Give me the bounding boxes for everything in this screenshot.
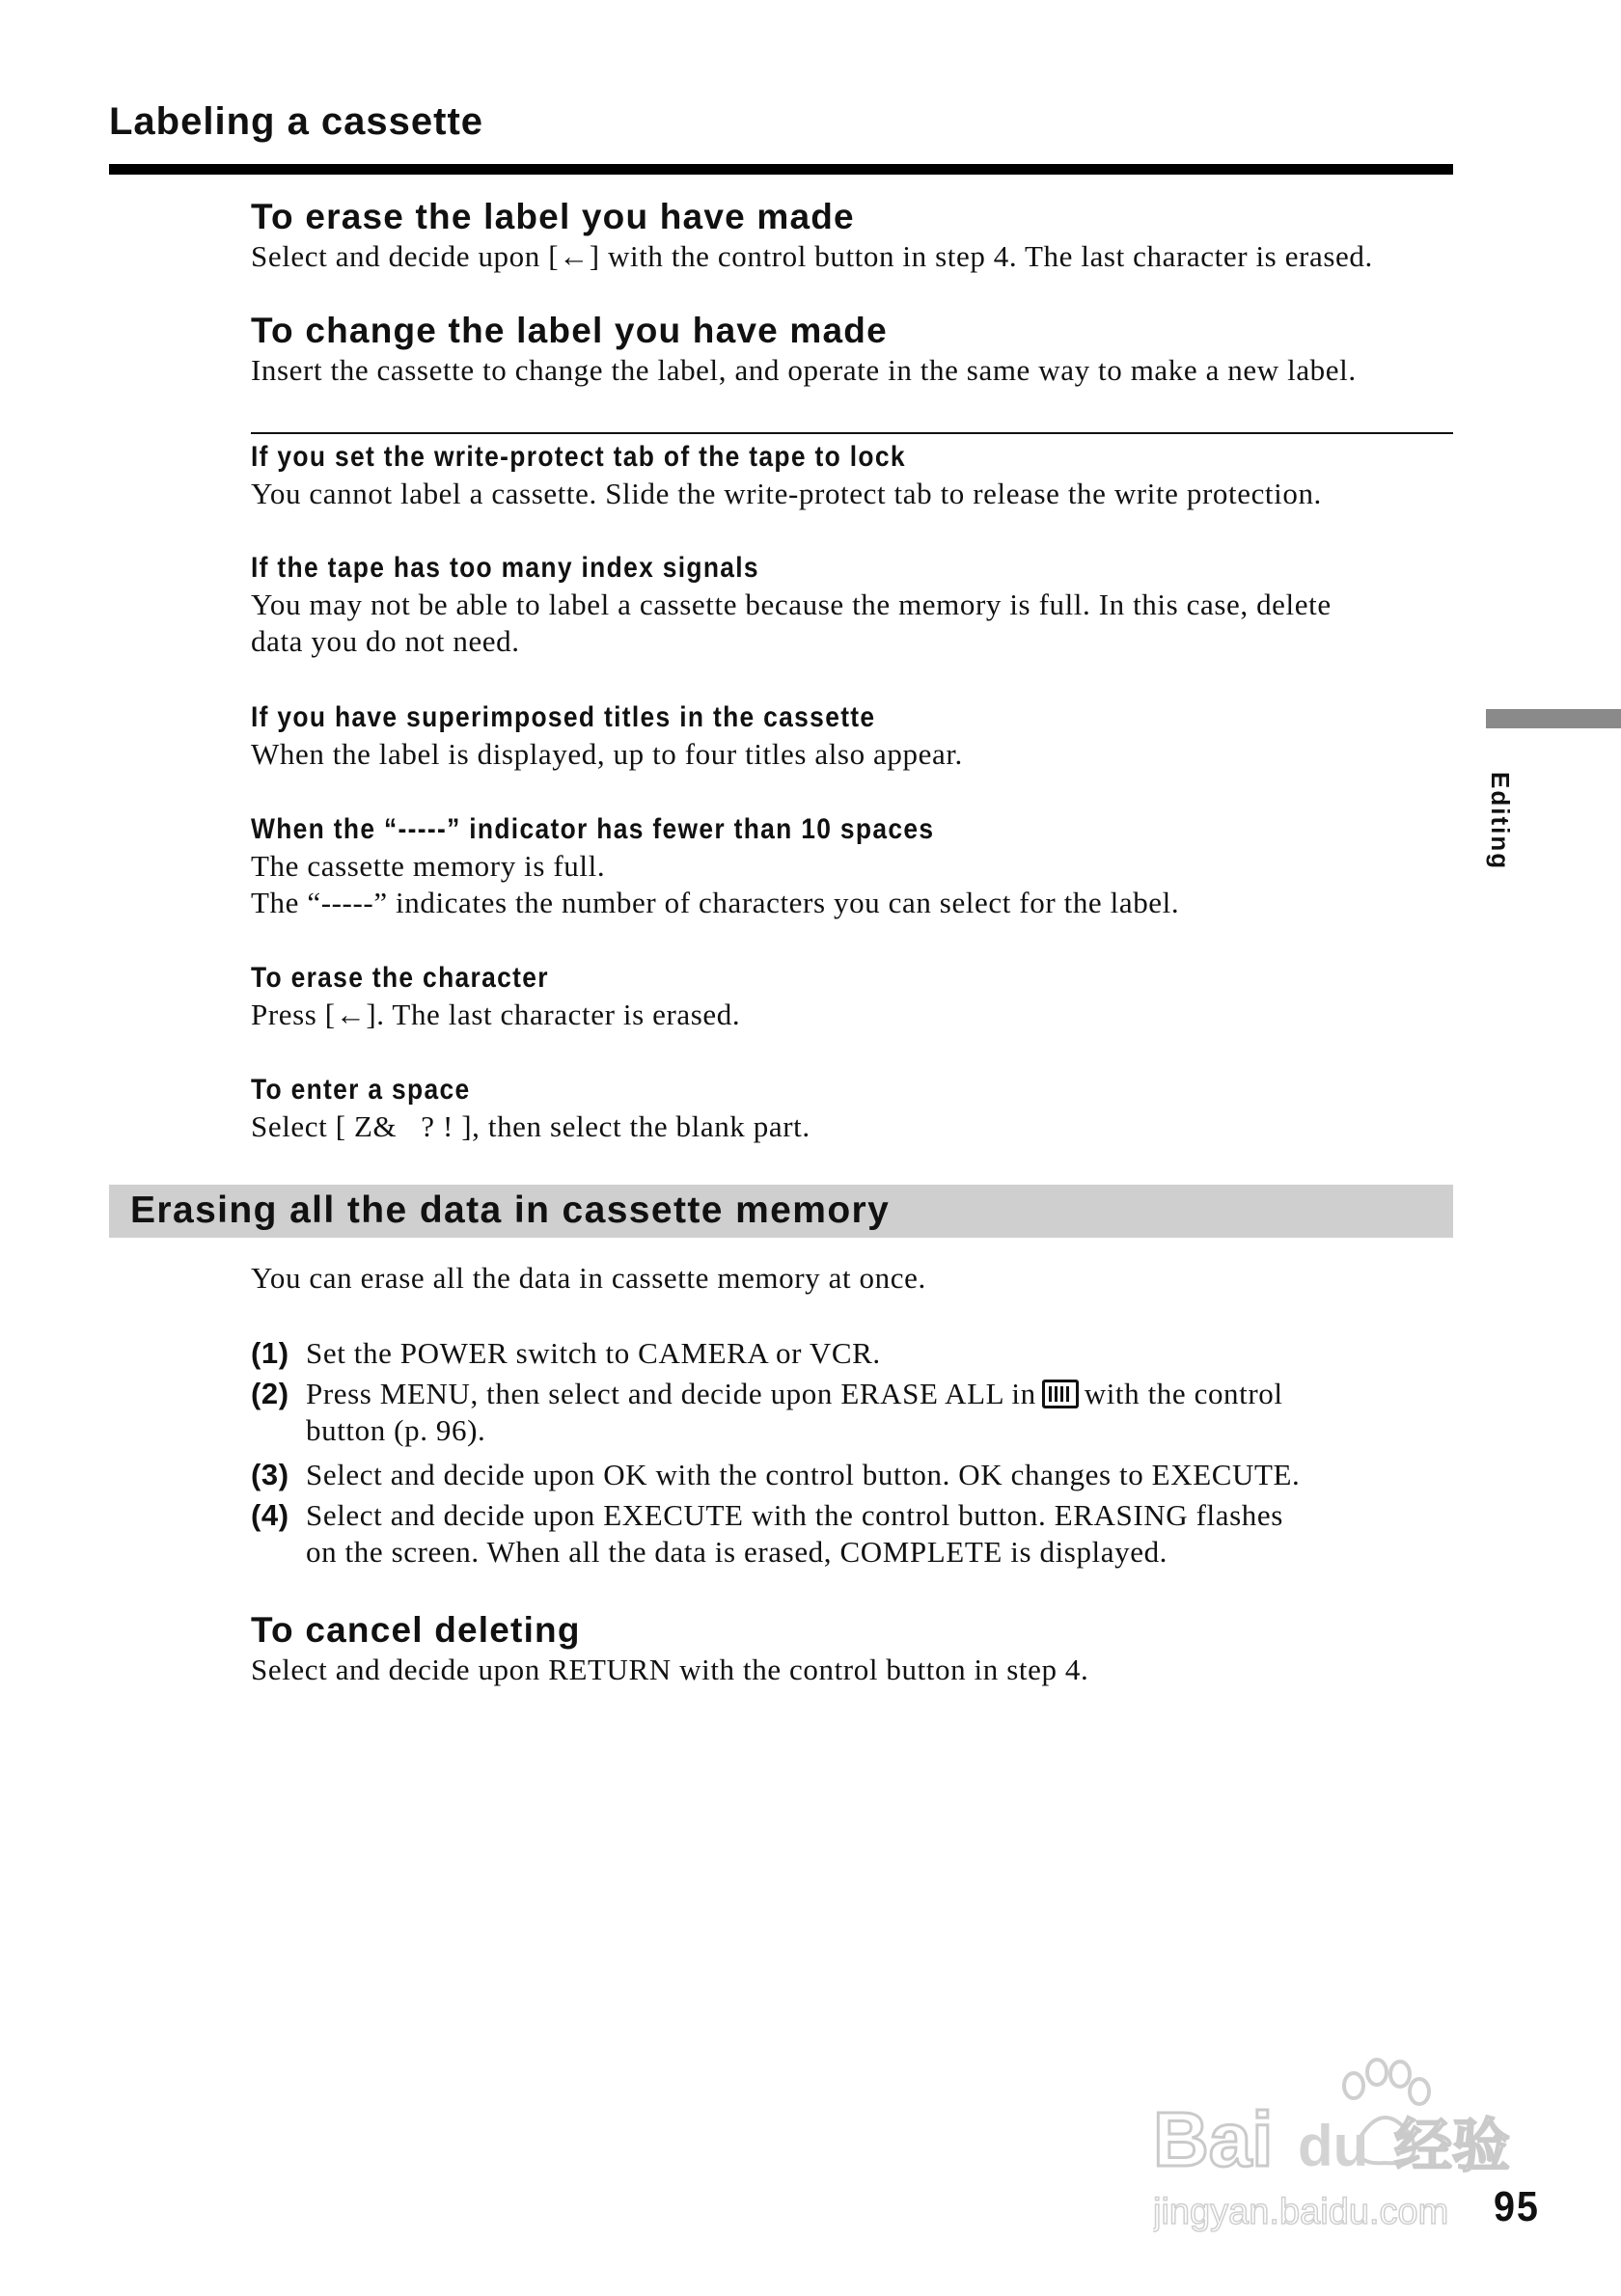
body-text: button (p. 96).	[306, 1413, 486, 1447]
body-text: Press [	[251, 998, 336, 1031]
note-title: If you have superimposed titles in the cassette	[251, 701, 876, 733]
note-erase-character	[251, 960, 1457, 1033]
note-index-signals	[251, 550, 1457, 660]
step-4	[251, 1497, 1457, 1571]
left-arrow-icon: ←	[335, 998, 367, 1031]
step-number: (3)	[251, 1458, 289, 1491]
step-text	[306, 1376, 1457, 1449]
body-text: Press MENU, then select and decide upon ERASE ALL in	[306, 1377, 1036, 1410]
body-text: ] with the control button in step 4. The last character is erased.	[589, 239, 1373, 273]
note-line: You cannot label a cassette. Slide the write-protect tab to release the write protection.	[251, 477, 1322, 510]
section-cancel-deleting	[251, 1609, 1457, 1688]
body-text: with the control	[1084, 1377, 1283, 1410]
watermark-brand-2: du	[1298, 2114, 1369, 2178]
notes-divider	[251, 432, 1453, 434]
watermark-cn: 经验	[1394, 2113, 1510, 2180]
section-title-cancel: To cancel deleting	[251, 1610, 581, 1650]
section-title-erase-label: To erase the label you have made	[251, 197, 855, 236]
section-body-cancel: Select and decide upon RETURN with the control button in step 4.	[251, 1653, 1089, 1686]
step-text	[306, 1497, 1457, 1571]
note-title: If you set the write-protect tab of the tape to lock	[251, 441, 906, 473]
step-1	[251, 1335, 1457, 1372]
section-title-change-label: To change the label you have made	[251, 311, 888, 350]
body-text: Select and decide upon EXECUTE with the control button. ERASING flashes	[306, 1498, 1283, 1532]
body-text: on the screen. When all the data is erased, COMPLETE is displayed.	[306, 1535, 1168, 1569]
side-tab-text: Editing	[1486, 772, 1515, 871]
cassette-memory-menu-icon	[1042, 1380, 1079, 1408]
page-number: 95	[1494, 2183, 1540, 2230]
note-line: When the label is displayed, up to four titles also appear.	[251, 737, 963, 771]
header-rule	[109, 164, 1453, 175]
note-title: When the “-----” indicator has fewer than 10 spaces	[251, 813, 935, 845]
left-arrow-icon: ←	[559, 239, 590, 273]
section-erase-label	[251, 196, 1457, 275]
body-text: ]. The last character is erased.	[366, 998, 741, 1031]
note-line	[251, 997, 1457, 1033]
note-line: Select [ Z& ? ! ], then select the blank part.	[251, 1109, 810, 1143]
chapter-title: Labeling a cassette	[109, 100, 484, 143]
step-number: (4)	[251, 1498, 289, 1532]
note-line: You may not be able to label a cassette because the memory is full. In this case, delete	[251, 588, 1332, 621]
note-indicator-spaces	[251, 811, 1457, 921]
body-text: Select and decide upon [	[251, 239, 560, 273]
section-body-change-label: Insert the cassette to change the label, and operate in the same way to make a new label.	[251, 353, 1357, 387]
section-body-erase-label	[251, 238, 1457, 275]
step-number: (1)	[251, 1336, 289, 1370]
step-number: (2)	[251, 1377, 289, 1410]
note-line: data you do not need.	[251, 624, 520, 658]
side-tab-label	[1476, 772, 1534, 871]
note-line: The cassette memory is full.	[251, 849, 606, 883]
side-tab-marker	[1486, 709, 1621, 728]
step-text: Set the POWER switch to CAMERA or VCR.	[306, 1336, 881, 1370]
note-superimposed-titles	[251, 699, 1457, 773]
section-title-erasing: Erasing all the data in cassette memory	[130, 1189, 891, 1231]
note-title: If the tape has too many index signals	[251, 552, 759, 584]
baidu-watermark-logo	[1153, 2045, 1529, 2238]
note-write-protect	[251, 439, 1457, 512]
section-change-label	[251, 310, 1457, 389]
note-enter-space	[251, 1072, 1457, 1145]
note-title: To enter a space	[251, 1074, 471, 1106]
step-3	[251, 1457, 1457, 1493]
step-2	[251, 1376, 1457, 1449]
watermark-brand: Bai	[1153, 2096, 1274, 2182]
watermark-url: jingyan.baidu.com	[1153, 2192, 1449, 2232]
note-line: The “-----” indicates the number of characters you can select for the label.	[251, 886, 1180, 919]
erasing-intro: You can erase all the data in cassette memory at once.	[251, 1261, 926, 1295]
step-text: Select and decide upon OK with the control button. OK changes to EXECUTE.	[306, 1458, 1301, 1491]
note-title: To erase the character	[251, 962, 549, 994]
